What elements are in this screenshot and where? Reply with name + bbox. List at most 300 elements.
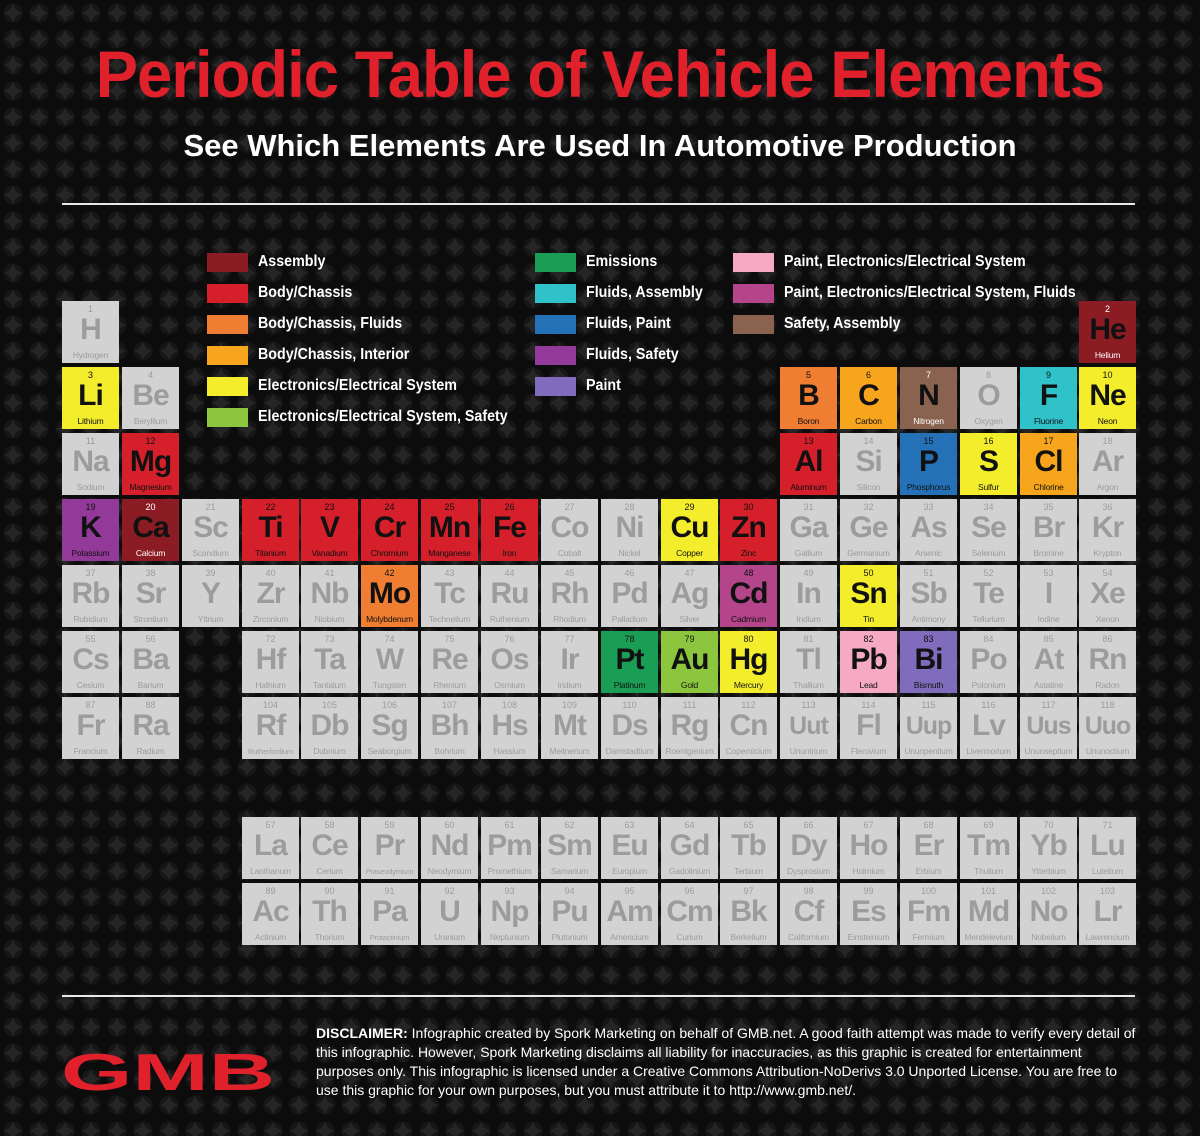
element-cell [840, 631, 897, 693]
element-number: 113 [801, 700, 816, 710]
element-symbol: Pr [374, 829, 405, 862]
element-number: 76 [504, 634, 515, 644]
element-name: Ruthenium [489, 614, 530, 624]
element-cell [720, 817, 777, 879]
element-name: Bohrium [434, 746, 465, 756]
legend-swatch [207, 377, 248, 396]
element-name: Terbium [734, 866, 763, 876]
element-name: Oxygen [974, 416, 1003, 426]
element-number: 118 [1100, 700, 1115, 710]
element-symbol: He [1089, 313, 1126, 346]
element-name: Livermorium [966, 746, 1011, 756]
element-name: Zirconium [252, 614, 289, 624]
element-name: Argon [1096, 482, 1119, 492]
element-cell [840, 697, 897, 759]
legend-swatch [535, 253, 576, 272]
element-symbol: K [80, 511, 101, 544]
element-cell [661, 565, 718, 627]
element-cell [361, 631, 418, 693]
element-symbol: Li [78, 379, 103, 412]
element-cell [1079, 433, 1136, 495]
element-cell [780, 433, 837, 495]
element-number: 58 [324, 820, 335, 830]
legend-item [207, 345, 423, 365]
element-cell [720, 631, 777, 693]
element-number: 108 [501, 700, 518, 710]
element-cell [840, 367, 897, 429]
element-name: Dysprosium [787, 866, 830, 876]
element-symbol: As [910, 511, 947, 544]
element-symbol: Am [606, 895, 653, 928]
element-name: Thulium [974, 866, 1003, 876]
element-cell [900, 883, 957, 945]
element-number: 2 [1104, 304, 1110, 314]
element-number: 14 [863, 436, 874, 446]
element-name: Actinium [255, 932, 286, 942]
element-name: Protactinium [369, 933, 410, 942]
legend-item [733, 252, 1047, 272]
element-name: Nobelium [1031, 932, 1066, 942]
element-cell [840, 565, 897, 627]
element-cell [1079, 631, 1136, 693]
element-number: 36 [1102, 502, 1113, 512]
element-symbol: Rb [71, 577, 110, 610]
element-number: 10 [1102, 370, 1113, 380]
element-number: 93 [504, 886, 515, 896]
element-cell [361, 499, 418, 561]
element-number: 8 [985, 370, 991, 380]
element-number: 96 [684, 886, 695, 896]
element-symbol: Uuo [1084, 712, 1131, 740]
element-name: Hafnium [255, 680, 286, 690]
element-name: Calcium [135, 548, 166, 558]
element-number: 77 [564, 634, 575, 644]
element-symbol: Br [1032, 511, 1065, 544]
element-number: 86 [1102, 634, 1113, 644]
element-name: Osmium [494, 680, 525, 690]
element-cell [900, 631, 957, 693]
element-symbol: Fm [907, 895, 950, 928]
element-cell [780, 499, 837, 561]
legend-swatch [733, 315, 774, 334]
element-cell [421, 697, 478, 759]
element-symbol: Ta [314, 643, 345, 676]
legend-item [733, 283, 1101, 303]
element-cell [62, 433, 119, 495]
element-name: Selenium [971, 548, 1006, 558]
legend-swatch [535, 284, 576, 303]
element-name: Americium [610, 932, 649, 942]
element-number: 97 [743, 886, 754, 896]
element-name: Fluorine [1033, 416, 1064, 426]
element-number: 37 [85, 568, 96, 578]
element-symbol: Pa [372, 895, 407, 928]
legend-item [535, 345, 687, 365]
element-cell [122, 565, 179, 627]
element-number: 6 [865, 370, 871, 380]
element-number: 51 [923, 568, 934, 578]
element-symbol: Bi [914, 643, 943, 676]
element-cell [301, 499, 358, 561]
element-symbol: U [439, 895, 460, 928]
element-name: Molybdenum [366, 614, 413, 624]
element-number: 47 [684, 568, 695, 578]
element-name: Ununpentium [904, 746, 953, 756]
element-number: 12 [145, 436, 156, 446]
disclaimer [316, 1024, 1141, 1100]
element-number: 25 [444, 502, 455, 512]
element-name: Samarium [550, 866, 589, 876]
element-number: 67 [863, 820, 874, 830]
element-cell [840, 817, 897, 879]
element-symbol: Er [913, 829, 944, 862]
element-cell [780, 631, 837, 693]
element-cell [541, 817, 598, 879]
element-name: Lead [859, 680, 878, 690]
element-symbol: S [978, 445, 998, 478]
element-cell [361, 697, 418, 759]
element-name: Tungsten [372, 680, 407, 690]
element-symbol: N [918, 379, 939, 412]
legend-label: Electronics/Electrical System, Safety [258, 408, 508, 425]
element-cell [840, 499, 897, 561]
element-symbol: Cr [373, 511, 406, 544]
element-symbol: Lr [1093, 895, 1122, 928]
legend-label: Paint, Electronics/Electrical System [784, 253, 1026, 270]
element-number: 3 [87, 370, 93, 380]
element-name: Thorium [314, 932, 345, 942]
element-cell [481, 499, 538, 561]
legend-item [207, 314, 415, 334]
element-number: 27 [564, 502, 575, 512]
element-symbol: Hf [255, 643, 286, 676]
element-name: Silicon [856, 482, 881, 492]
element-cell [541, 697, 598, 759]
element-symbol: Lu [1090, 829, 1125, 862]
bottom-divider [62, 995, 1135, 997]
element-symbol: Sb [910, 577, 947, 610]
element-number: 33 [923, 502, 934, 512]
element-cell [1020, 817, 1077, 879]
legend-item [733, 314, 911, 334]
element-number: 104 [262, 700, 279, 710]
element-name: Promethium [487, 866, 532, 876]
element-number: 60 [444, 820, 455, 830]
element-name: Neodymium [427, 866, 472, 876]
element-symbol: Rn [1088, 643, 1127, 676]
element-cell [900, 565, 957, 627]
element-name: Beryllium [133, 416, 168, 426]
element-number: 66 [803, 820, 814, 830]
element-symbol: H [80, 313, 101, 346]
element-number: 28 [624, 502, 635, 512]
element-number: 72 [265, 634, 276, 644]
element-cell [122, 433, 179, 495]
element-name: Chlorine [1033, 482, 1064, 492]
element-symbol: Bk [730, 895, 767, 928]
element-symbol: Pt [615, 643, 644, 676]
element-cell [421, 817, 478, 879]
element-symbol: Zr [256, 577, 285, 610]
legend-swatch [207, 346, 248, 365]
element-name: Antimony [911, 614, 946, 624]
element-number: 100 [920, 886, 937, 896]
element-number: 9 [1045, 370, 1051, 380]
element-symbol: Sr [135, 577, 166, 610]
element-number: 32 [863, 502, 874, 512]
element-cell [960, 433, 1017, 495]
element-symbol: P [918, 445, 938, 478]
element-name: Iridium [557, 680, 582, 690]
element-symbol: Dy [790, 829, 827, 862]
element-name: Dubnium [313, 746, 346, 756]
element-cell [960, 697, 1017, 759]
element-symbol: Fl [856, 709, 881, 742]
element-cell [62, 301, 119, 363]
element-number: 54 [1102, 568, 1113, 578]
element-number: 19 [85, 502, 96, 512]
element-name: Bismuth [913, 680, 944, 690]
element-symbol: Ce [311, 829, 348, 862]
element-cell [960, 631, 1017, 693]
element-number: 31 [803, 502, 814, 512]
element-symbol: Y [200, 577, 220, 610]
element-number: 55 [85, 634, 96, 644]
element-cell [780, 817, 837, 879]
element-name: Magnesium [129, 482, 172, 492]
legend-label: Paint [586, 377, 621, 394]
element-number: 111 [682, 700, 697, 710]
element-symbol: Fe [492, 511, 526, 544]
page-subtitle: See Which Elements Are Used In Automotive Production [183, 128, 1017, 163]
element-symbol: Bh [430, 709, 469, 742]
element-number: 41 [324, 568, 335, 578]
element-symbol: B [798, 379, 819, 412]
element-name: Ununoctium [1085, 746, 1130, 756]
element-cell [541, 565, 598, 627]
element-cell [601, 565, 658, 627]
element-number: 13 [803, 436, 814, 446]
element-symbol: Te [973, 577, 1004, 610]
element-number: 20 [145, 502, 156, 512]
element-number: 117 [1041, 700, 1056, 710]
element-name: Ununtrium [789, 746, 828, 756]
element-name: Astatine [1033, 680, 1064, 690]
element-symbol: Nd [430, 829, 469, 862]
element-name: Rhodium [553, 614, 586, 624]
element-symbol: Uus [1026, 712, 1071, 740]
element-cell [242, 499, 299, 561]
element-number: 56 [145, 634, 156, 644]
legend-swatch [535, 346, 576, 365]
element-cell [361, 817, 418, 879]
element-name: Iron [502, 548, 517, 558]
element-symbol: Zn [731, 511, 766, 544]
element-symbol: F [1039, 379, 1058, 412]
legend-label: Safety, Assembly [784, 315, 901, 332]
element-number: 81 [803, 634, 814, 644]
element-number: 50 [863, 568, 874, 578]
element-cell [960, 367, 1017, 429]
element-name: Barium [137, 680, 164, 690]
element-number: 22 [265, 502, 276, 512]
element-cell [361, 565, 418, 627]
element-symbol: Co [550, 511, 589, 544]
element-name: Francium [73, 746, 108, 756]
element-number: 110 [622, 700, 637, 710]
legend-item [535, 252, 664, 272]
element-number: 17 [1043, 436, 1054, 446]
element-cell [1079, 499, 1136, 561]
element-symbol: Os [490, 643, 529, 676]
element-name: Tin [863, 614, 874, 624]
element-number: 35 [1043, 502, 1054, 512]
element-name: Iodine [1037, 614, 1060, 624]
element-cell [1020, 367, 1077, 429]
element-symbol: W [375, 643, 404, 676]
element-cell [242, 631, 299, 693]
element-cell [601, 817, 658, 879]
legend-swatch [535, 377, 576, 396]
element-number: 18 [1102, 436, 1113, 446]
legend-swatch [733, 284, 774, 303]
legend-label: Fluids, Assembly [586, 284, 703, 301]
element-name: Lanthanum [250, 866, 291, 876]
element-symbol: Po [970, 643, 1007, 676]
element-cell [661, 499, 718, 561]
element-number: 85 [1043, 634, 1054, 644]
element-name: Boron [797, 416, 820, 426]
element-name: Phosphorus [906, 482, 951, 492]
element-cell [62, 565, 119, 627]
element-symbol: No [1029, 895, 1068, 928]
element-name: Nitrogen [913, 416, 944, 426]
element-number: 16 [983, 436, 994, 446]
element-number: 30 [743, 502, 754, 512]
element-name: Hassium [493, 746, 526, 756]
element-number: 39 [205, 568, 216, 578]
legend-swatch [207, 315, 248, 334]
element-cell [541, 499, 598, 561]
element-name: Rutherfordium [248, 747, 293, 756]
element-name: Tantalum [313, 680, 346, 690]
element-cell [720, 499, 777, 561]
element-cell [62, 499, 119, 561]
element-number: 91 [384, 886, 395, 896]
element-symbol: Pm [487, 829, 532, 862]
element-symbol: Cm [666, 895, 713, 928]
element-symbol: Ar [1091, 445, 1124, 478]
legend-swatch [535, 315, 576, 334]
element-symbol: Pb [850, 643, 887, 676]
element-symbol: Cl [1034, 445, 1063, 478]
element-name: Vanadium [311, 548, 348, 558]
element-name: Californium [788, 932, 829, 942]
element-symbol: Ne [1089, 379, 1126, 412]
element-number: 95 [624, 886, 635, 896]
element-cell [421, 565, 478, 627]
element-symbol: Sg [371, 709, 408, 742]
element-number: 34 [983, 502, 994, 512]
element-name: Tellurium [972, 614, 1005, 624]
element-number: 94 [564, 886, 575, 896]
element-cell [242, 817, 299, 879]
element-name: Roentgenium [665, 746, 714, 756]
element-cell [960, 883, 1017, 945]
element-cell [1020, 565, 1077, 627]
element-symbol: Be [132, 379, 169, 412]
element-name: Yttrium [197, 614, 224, 624]
element-name: Titanium [255, 548, 286, 558]
element-name: Palladium [611, 614, 648, 624]
element-symbol: Ag [670, 577, 709, 610]
disclaimer-label: DISCLAIMER: [316, 1025, 408, 1041]
element-number: 49 [803, 568, 814, 578]
element-name: Scandium [192, 548, 229, 558]
element-number: 23 [324, 502, 335, 512]
element-cell [182, 565, 239, 627]
element-cell [780, 697, 837, 759]
element-symbol: Cn [729, 709, 768, 742]
element-cell [780, 565, 837, 627]
element-name: Technetium [428, 614, 471, 624]
element-symbol: Lv [971, 709, 1005, 742]
element-name: Fermium [912, 932, 945, 942]
element-name: Cobalt [557, 548, 582, 558]
element-cell [301, 883, 358, 945]
element-symbol: Kr [1091, 511, 1124, 544]
element-cell [182, 499, 239, 561]
element-symbol: V [319, 511, 339, 544]
element-symbol: Pd [611, 577, 648, 610]
element-symbol: Ra [132, 709, 169, 742]
element-cell [960, 565, 1017, 627]
element-symbol: Fr [76, 709, 105, 742]
element-symbol: Si [855, 445, 882, 478]
element-number: 11 [85, 436, 96, 446]
element-name: Hydrogen [72, 350, 109, 360]
element-cell [242, 565, 299, 627]
element-number: 57 [265, 820, 276, 830]
element-symbol: Hg [729, 643, 768, 676]
element-cell [1079, 817, 1136, 879]
element-name: Arsenic [915, 548, 942, 558]
element-number: 5 [805, 370, 811, 380]
element-name: Xenon [1095, 614, 1120, 624]
element-cell [900, 499, 957, 561]
element-symbol: In [796, 577, 821, 610]
element-cell [840, 433, 897, 495]
element-name: Zinc [740, 548, 757, 558]
element-number: 101 [980, 886, 997, 896]
element-symbol: Md [967, 895, 1010, 928]
element-number: 74 [384, 634, 395, 644]
element-symbol: Mt [553, 709, 586, 742]
element-symbol: Mg [129, 445, 172, 478]
element-name: Holmium [852, 866, 885, 876]
legend-swatch [207, 408, 248, 427]
element-cell [1079, 697, 1136, 759]
element-name: Ytterbium [1031, 866, 1066, 876]
element-number: 105 [321, 700, 338, 710]
element-symbol: Tl [796, 643, 821, 676]
element-number: 98 [803, 886, 814, 896]
element-cell [601, 883, 658, 945]
element-number: 83 [923, 634, 934, 644]
element-name: Chromium [370, 548, 409, 558]
element-number: 87 [85, 700, 96, 710]
element-name: Rhenium [433, 680, 466, 690]
